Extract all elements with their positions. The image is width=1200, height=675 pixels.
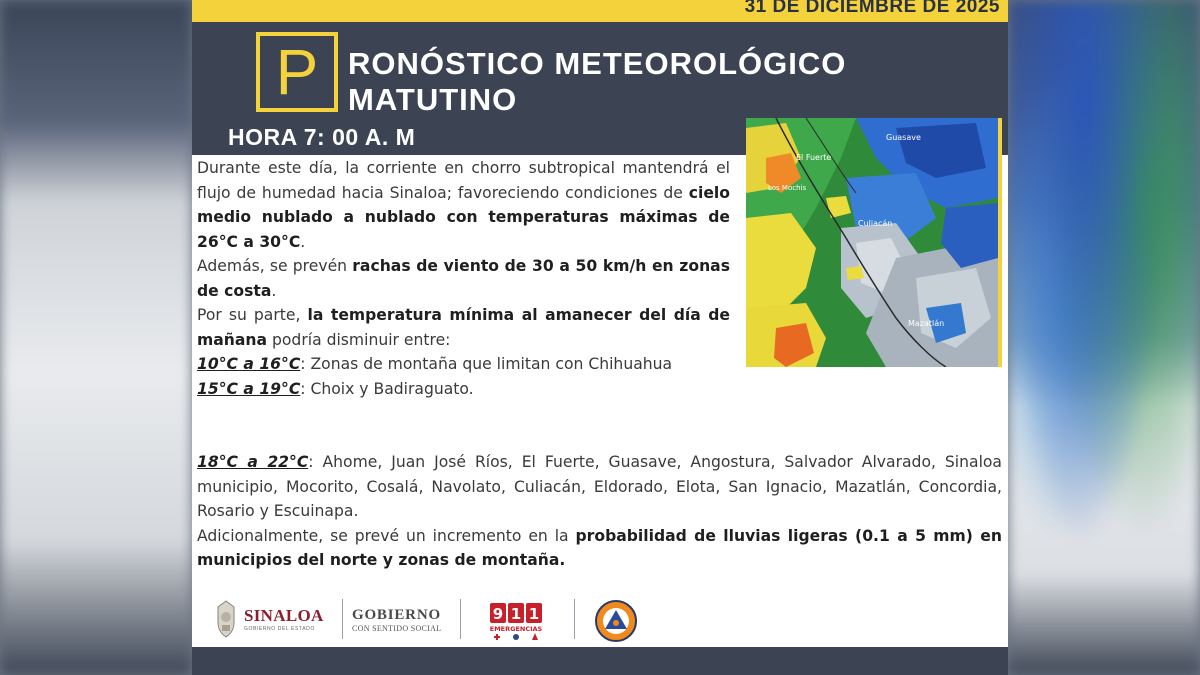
map-label-el-fuerte: El Fuerte (796, 153, 832, 162)
map-label-mazatlan: Mazatlán (908, 319, 945, 328)
gobierno-logo-text: GOBIERNO (352, 607, 441, 623)
forecast-paragraph-3 (197, 303, 730, 352)
p1-text: Durante este día, la corriente en chorro subtropical mantendrá el flujo de humedad hacia Sinaloa; favoreciendo condiciones de (197, 159, 730, 202)
logo-divider (460, 599, 461, 639)
p3-end: podría disminuir entre: (267, 330, 451, 349)
satellite-map-frame (746, 118, 1002, 367)
digit-1b: 1 (528, 605, 540, 623)
forecast-time: HORA 7: 00 A. M (228, 124, 416, 150)
forecast-poster (192, 0, 1008, 675)
satellite-map-image (746, 118, 998, 367)
emergency-911-logo (488, 601, 544, 643)
map-label-los-mochis: Los Mochis (768, 184, 807, 192)
range-2-text: : Choix y Badiraguato. (300, 379, 474, 398)
forecast-date: 31 DE DICIEMBRE DE 2025 (744, 0, 1000, 17)
temperature-range-1 (197, 352, 730, 377)
forecast-text-wide (197, 450, 1002, 573)
range-3-text: : Ahome, Juan José Ríos, El Fuerte, Guasave, Angostura, Salvador Alvarado, Sinaloa municipio, Mocorito, Cosalá, Navolato, Culiacán, Eldorado, Elota, San Ignacio, Mazatlán, Concordia, Rosario y Escuinapa. (197, 453, 1002, 520)
sinaloa-seal-icon (214, 599, 238, 639)
p2-highlight: rachas de viento de 30 a 50 km/h en zonas de costa (197, 257, 730, 300)
title-initial-box (256, 32, 338, 112)
map-label-culiacan: Culiacán (858, 219, 893, 228)
forecast-paragraph-4 (197, 524, 1002, 573)
sinaloa-logo-text: SINALOA (244, 606, 324, 625)
map-label-guasave: Guasave (886, 133, 921, 142)
forecast-paragraph-2 (197, 254, 730, 303)
footer-logos (192, 585, 1008, 647)
blurred-background-right (1008, 0, 1200, 675)
title-line-2: MATUTINO (348, 82, 518, 117)
p3-highlight: la temperatura mínima al amanecer del día de mañana (197, 306, 730, 349)
p3-text: Por su parte, (197, 306, 308, 324)
range-2-value: 15°C a 19°C (197, 379, 301, 398)
range-3-value: 18°C a 22°C (197, 453, 309, 471)
forecast-paragraph-1 (197, 156, 730, 254)
date-bar (192, 0, 1008, 22)
forecast-text (197, 156, 730, 401)
logo-divider (574, 599, 575, 639)
bottom-bar (192, 647, 1008, 675)
title-initial: P (275, 36, 319, 108)
gobierno-logo-subtext: CON SENTIDO SOCIAL (352, 624, 442, 633)
p4-text: Adicionalmente, se prevé un incremento en la (197, 526, 576, 545)
digit-1: 1 (510, 605, 522, 623)
p1-end: . (300, 232, 306, 251)
range-1-text: : Zonas de montaña que limitan con Chihuahua (300, 355, 673, 373)
page-title (348, 46, 846, 118)
p1-highlight: cielo medio nublado a nublado con temperaturas máximas de 26°C a 30°C (197, 183, 730, 251)
p4-highlight: probabilidad de lluvias ligeras (0.1 a 5 mm) en municipios del norte y zonas de montaña. (197, 526, 1002, 569)
proteccion-civil-logo (594, 599, 638, 643)
p2-text: Además, se prevén (197, 257, 353, 275)
range-1-value: 10°C a 16°C (197, 355, 301, 373)
p2-end: . (271, 281, 277, 300)
satellite-map (746, 118, 998, 367)
title-line-1: RONÓSTICO METEOROLÓGICO (348, 46, 847, 81)
sinaloa-logo-subtext: GOBIERNO DEL ESTADO (244, 626, 315, 632)
emergencias-label: EMERGENCIAS (489, 625, 543, 633)
blurred-background-left (0, 0, 192, 675)
logo-divider (342, 599, 343, 639)
temperature-range-2 (197, 377, 730, 402)
temperature-range-3 (197, 450, 1002, 524)
digit-9: 9 (492, 605, 504, 623)
